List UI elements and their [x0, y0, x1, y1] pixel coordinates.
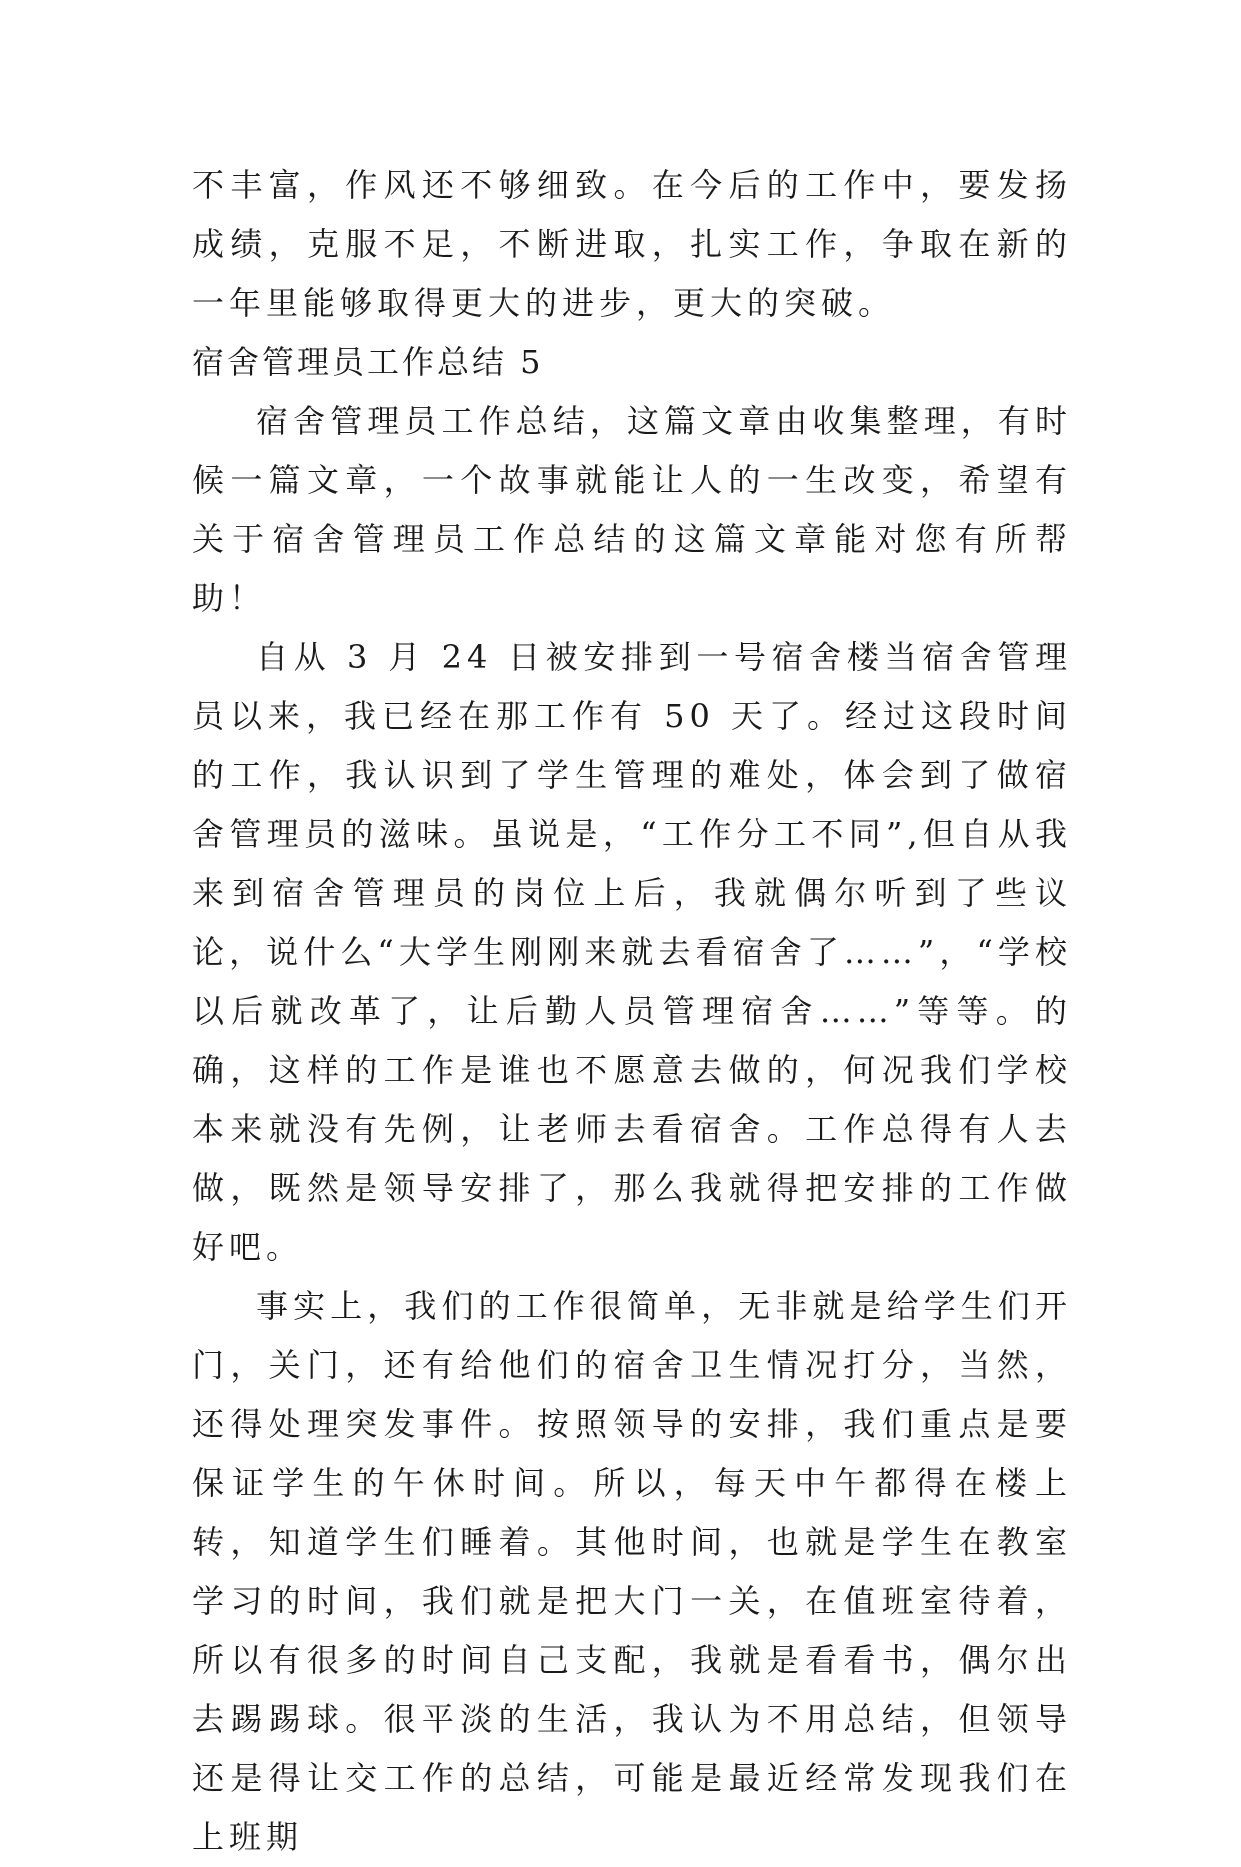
document-body: [192, 156, 1072, 1867]
paragraph-intro: 宿舍管理员工作总结，这篇文章由收集整理，有时候一篇文章，一个故事就能让人的一生改变，希望有关于宿舍管理员工作总结的这篇文章能对您有所帮助！: [192, 402, 1072, 617]
paragraph-duties: 事实上，我们的工作很简单，无非就是给学生们开门，关门，还有给他们的宿舍卫生情况打分，当然，还得处理突发事件。按照领导的安排，我们重点是要保证学生的午休时间。所以，每天中午都得在楼上转，知道学生们睡着。其他时间，也就是学生在教室学习的时间，我们就是把大门一关，在值班室待着，所以有很多的时间自己支配，我就是看看书，偶尔出去踢踢球。很平淡的生活，我认为不用总结，但领导还是得让交工作的总结，可能是最近经常发现我们在上班期: [192, 1287, 1072, 1856]
section-title: 宿舍管理员工作总结 5: [192, 343, 544, 381]
paragraph-background: 自从 3 月 24 日被安排到一号宿舍楼当宿舍管理员以来，我已经在那工作有 50 天了。经过这段时间的工作，我认识到了学生管理的难处，体会到了做宿舍管理员的滋味。虽说是，“工作分工不同”,但自从我来到宿舍管理员的岗位上后，我就偶尔听到了些议论，说什么“大学生刚刚来就去看宿舍了……”，“学校以后就改革了，让后勤人员管理宿舍……”等等。的确，这样的工作是谁也不愿意去做的，何况我们学校本来就没有先例，让老师去看宿舍。工作总得有人去做，既然是领导安排了，那么我就得把安排的工作做好吧。: [192, 638, 1072, 1266]
continuation-paragraph: 不丰富，作风还不够细致。在今后的工作中，要发扬成绩，克服不足，不断进取，扎实工作，争取在新的一年里能够取得更大的进步，更大的突破。: [192, 166, 1072, 322]
